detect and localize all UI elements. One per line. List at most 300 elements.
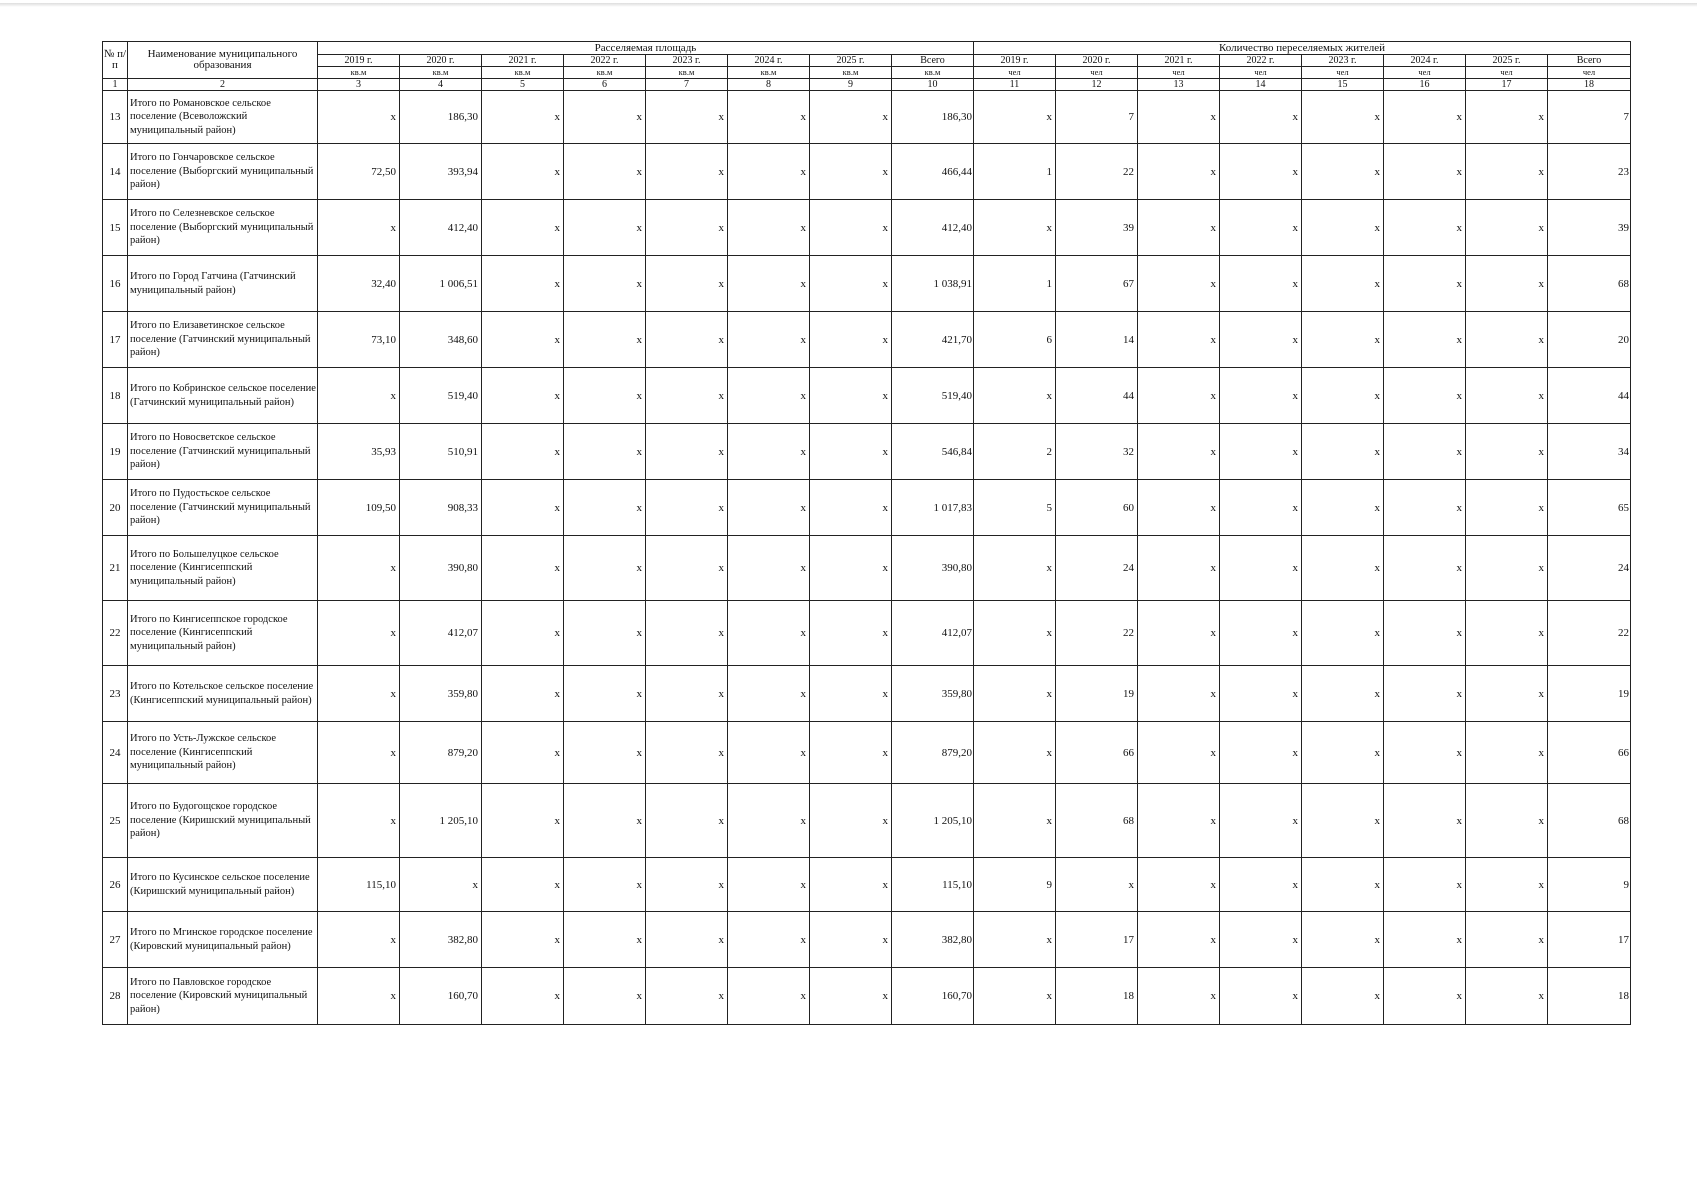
- area-cell: x: [646, 200, 728, 256]
- people-group-header: Количество переселяемых жителей: [974, 42, 1631, 55]
- people-cell: x: [1466, 666, 1548, 722]
- people-cell: x: [1384, 200, 1466, 256]
- people-cell: x: [1466, 91, 1548, 144]
- people-cell: 19: [1056, 666, 1138, 722]
- people-cell: x: [1220, 536, 1302, 601]
- people-cell: x: [1302, 480, 1384, 536]
- people-total-cell: 68: [1548, 784, 1631, 858]
- people-cell: x: [1384, 536, 1466, 601]
- area-cell: x: [482, 968, 564, 1025]
- row-number: 17: [103, 312, 128, 368]
- area-cell: x: [810, 424, 892, 480]
- people-cell: x: [1384, 784, 1466, 858]
- area-total-cell: 115,10: [892, 858, 974, 912]
- area-unit-label: кв.м: [318, 67, 400, 79]
- table-row: [103, 858, 1631, 912]
- area-cell: 879,20: [400, 722, 482, 784]
- people-cell: x: [1138, 601, 1220, 666]
- area-cell: x: [646, 256, 728, 312]
- people-cell: x: [974, 912, 1056, 968]
- people-cell: x: [1056, 858, 1138, 912]
- people-cell: x: [1302, 722, 1384, 784]
- area-cell: x: [646, 601, 728, 666]
- column-number: 10: [892, 79, 974, 91]
- area-unit-label: кв.м: [892, 67, 974, 79]
- people-year-header: 2023 г.: [1302, 55, 1384, 67]
- area-cell: x: [482, 312, 564, 368]
- people-total-cell: 68: [1548, 256, 1631, 312]
- row-number: 20: [103, 480, 128, 536]
- area-cell: 390,80: [400, 536, 482, 601]
- people-cell: x: [1138, 368, 1220, 424]
- table-row: [103, 968, 1631, 1025]
- area-cell: x: [564, 968, 646, 1025]
- people-cell: x: [1138, 968, 1220, 1025]
- area-cell: x: [482, 91, 564, 144]
- people-cell: x: [974, 666, 1056, 722]
- municipality-name: Итого по Новосветское сельское поселение (Гатчинский муниципальный район): [128, 424, 318, 480]
- area-cell: x: [728, 912, 810, 968]
- table-row: [103, 480, 1631, 536]
- resettlement-table: [102, 41, 1631, 1025]
- people-unit-label: чел: [1302, 67, 1384, 79]
- people-cell: x: [1138, 912, 1220, 968]
- table-row: [103, 256, 1631, 312]
- area-cell: x: [318, 912, 400, 968]
- people-cell: 60: [1056, 480, 1138, 536]
- people-cell: x: [1138, 200, 1220, 256]
- area-cell: x: [728, 200, 810, 256]
- people-cell: x: [1466, 144, 1548, 200]
- area-cell: x: [728, 256, 810, 312]
- people-cell: x: [1466, 368, 1548, 424]
- people-cell: x: [1302, 912, 1384, 968]
- table-row: [103, 368, 1631, 424]
- area-total-header: Всего: [892, 55, 974, 67]
- people-year-header: 2019 г.: [974, 55, 1056, 67]
- people-cell: x: [1220, 968, 1302, 1025]
- people-cell: x: [1220, 666, 1302, 722]
- area-year-header: 2022 г.: [564, 55, 646, 67]
- people-cell: 9: [974, 858, 1056, 912]
- resettlement-table-sheet: [102, 41, 1631, 1025]
- column-number: 7: [646, 79, 728, 91]
- area-cell: x: [810, 968, 892, 1025]
- area-cell: x: [728, 601, 810, 666]
- area-cell: x: [482, 536, 564, 601]
- people-cell: x: [1466, 722, 1548, 784]
- municipality-name: Итого по Гончаровское сельское поселение (Выборгский муниципальный район): [128, 144, 318, 200]
- area-cell: x: [646, 536, 728, 601]
- people-cell: x: [1302, 536, 1384, 601]
- area-cell: x: [564, 722, 646, 784]
- area-year-header: 2023 г.: [646, 55, 728, 67]
- area-cell: x: [318, 91, 400, 144]
- area-total-cell: 160,70: [892, 968, 974, 1025]
- area-cell: x: [318, 200, 400, 256]
- municipality-name: Итого по Кобринское сельское поселение (Гатчинский муниципальный район): [128, 368, 318, 424]
- people-total-cell: 44: [1548, 368, 1631, 424]
- people-cell: x: [1302, 144, 1384, 200]
- people-cell: x: [1384, 722, 1466, 784]
- area-cell: x: [646, 144, 728, 200]
- table-row: [103, 601, 1631, 666]
- people-total-cell: 7: [1548, 91, 1631, 144]
- area-cell: x: [482, 666, 564, 722]
- area-cell: x: [318, 536, 400, 601]
- area-cell: x: [564, 200, 646, 256]
- people-cell: x: [1302, 784, 1384, 858]
- people-total-cell: 17: [1548, 912, 1631, 968]
- area-cell: 519,40: [400, 368, 482, 424]
- people-cell: x: [1384, 144, 1466, 200]
- area-cell: x: [810, 480, 892, 536]
- area-cell: x: [810, 722, 892, 784]
- area-cell: x: [810, 144, 892, 200]
- area-cell: x: [564, 480, 646, 536]
- area-cell: 73,10: [318, 312, 400, 368]
- people-cell: x: [1220, 91, 1302, 144]
- people-cell: x: [1138, 666, 1220, 722]
- people-cell: 22: [1056, 601, 1138, 666]
- area-cell: 1 006,51: [400, 256, 482, 312]
- people-cell: x: [1302, 424, 1384, 480]
- area-cell: x: [318, 601, 400, 666]
- people-total-cell: 23: [1548, 144, 1631, 200]
- area-cell: x: [728, 784, 810, 858]
- people-total-cell: 65: [1548, 480, 1631, 536]
- people-cell: x: [1466, 912, 1548, 968]
- area-cell: x: [810, 784, 892, 858]
- people-cell: x: [1138, 722, 1220, 784]
- area-year-header: 2025 г.: [810, 55, 892, 67]
- people-cell: 6: [974, 312, 1056, 368]
- people-year-header: 2022 г.: [1220, 55, 1302, 67]
- people-year-header: 2025 г.: [1466, 55, 1548, 67]
- area-cell: x: [728, 312, 810, 368]
- table-row: [103, 91, 1631, 144]
- area-cell: x: [482, 601, 564, 666]
- area-cell: x: [728, 666, 810, 722]
- row-number: 24: [103, 722, 128, 784]
- row-number: 26: [103, 858, 128, 912]
- municipality-name: Итого по Город Гатчина (Гатчинский муниципальный район): [128, 256, 318, 312]
- people-cell: x: [1302, 601, 1384, 666]
- people-cell: x: [1384, 368, 1466, 424]
- area-cell: x: [564, 784, 646, 858]
- area-total-cell: 186,30: [892, 91, 974, 144]
- municipality-name: Итого по Большелуцкое сельское поселение (Кингисеппский муниципальный район): [128, 536, 318, 601]
- people-cell: x: [1138, 424, 1220, 480]
- area-cell: x: [728, 536, 810, 601]
- name-header: Наименование муниципального образования: [128, 42, 318, 79]
- area-cell: x: [728, 91, 810, 144]
- row-number: 25: [103, 784, 128, 858]
- area-cell: x: [646, 368, 728, 424]
- column-number: 14: [1220, 79, 1302, 91]
- area-cell: x: [564, 424, 646, 480]
- row-number: 16: [103, 256, 128, 312]
- column-number: 9: [810, 79, 892, 91]
- table-row: [103, 784, 1631, 858]
- row-number: 14: [103, 144, 128, 200]
- area-cell: 109,50: [318, 480, 400, 536]
- area-cell: x: [728, 144, 810, 200]
- people-cell: x: [1138, 784, 1220, 858]
- area-cell: 908,33: [400, 480, 482, 536]
- people-cell: x: [1138, 536, 1220, 601]
- area-cell: x: [810, 368, 892, 424]
- people-year-header: 2020 г.: [1056, 55, 1138, 67]
- people-cell: x: [1384, 91, 1466, 144]
- area-cell: x: [564, 91, 646, 144]
- area-cell: x: [482, 912, 564, 968]
- people-total-cell: 39: [1548, 200, 1631, 256]
- area-cell: 186,30: [400, 91, 482, 144]
- column-number: 4: [400, 79, 482, 91]
- people-cell: 44: [1056, 368, 1138, 424]
- area-total-cell: 546,84: [892, 424, 974, 480]
- area-total-cell: 466,44: [892, 144, 974, 200]
- area-cell: 160,70: [400, 968, 482, 1025]
- area-cell: x: [646, 912, 728, 968]
- municipality-name: Итого по Пудостьское сельское поселение (Гатчинский муниципальный район): [128, 480, 318, 536]
- area-total-cell: 359,80: [892, 666, 974, 722]
- area-cell: x: [646, 312, 728, 368]
- people-unit-label: чел: [1220, 67, 1302, 79]
- area-unit-label: кв.м: [728, 67, 810, 79]
- area-cell: 35,93: [318, 424, 400, 480]
- area-cell: x: [810, 912, 892, 968]
- area-unit-label: кв.м: [564, 67, 646, 79]
- people-cell: x: [1220, 480, 1302, 536]
- people-cell: x: [974, 784, 1056, 858]
- people-year-header: 2024 г.: [1384, 55, 1466, 67]
- area-total-cell: 519,40: [892, 368, 974, 424]
- people-cell: x: [1466, 968, 1548, 1025]
- people-cell: x: [1138, 480, 1220, 536]
- area-cell: x: [646, 784, 728, 858]
- area-cell: 412,07: [400, 601, 482, 666]
- people-unit-label: чел: [974, 67, 1056, 79]
- people-cell: x: [1466, 200, 1548, 256]
- people-total-cell: 22: [1548, 601, 1631, 666]
- people-cell: 67: [1056, 256, 1138, 312]
- area-cell: 32,40: [318, 256, 400, 312]
- people-cell: x: [974, 200, 1056, 256]
- area-year-header: 2020 г.: [400, 55, 482, 67]
- num-header: № п/п: [103, 42, 128, 79]
- column-number: 2: [128, 79, 318, 91]
- table-row: [103, 144, 1631, 200]
- people-cell: x: [1220, 144, 1302, 200]
- people-cell: x: [1466, 424, 1548, 480]
- row-number: 28: [103, 968, 128, 1025]
- people-cell: x: [974, 601, 1056, 666]
- column-number: 12: [1056, 79, 1138, 91]
- people-cell: 7: [1056, 91, 1138, 144]
- people-cell: x: [1220, 858, 1302, 912]
- column-number: 17: [1466, 79, 1548, 91]
- area-cell: 115,10: [318, 858, 400, 912]
- area-cell: x: [482, 858, 564, 912]
- area-cell: x: [564, 144, 646, 200]
- area-cell: x: [318, 968, 400, 1025]
- people-cell: x: [1220, 424, 1302, 480]
- row-number: 19: [103, 424, 128, 480]
- table-row: [103, 722, 1631, 784]
- people-cell: x: [1138, 256, 1220, 312]
- area-cell: x: [728, 968, 810, 1025]
- people-cell: 66: [1056, 722, 1138, 784]
- people-total-cell: 66: [1548, 722, 1631, 784]
- people-cell: 17: [1056, 912, 1138, 968]
- table-row: [103, 200, 1631, 256]
- people-cell: 5: [974, 480, 1056, 536]
- area-cell: x: [728, 424, 810, 480]
- area-cell: x: [646, 858, 728, 912]
- people-cell: 32: [1056, 424, 1138, 480]
- people-cell: x: [974, 368, 1056, 424]
- people-unit-label: чел: [1466, 67, 1548, 79]
- area-cell: x: [482, 368, 564, 424]
- people-cell: 1: [974, 144, 1056, 200]
- people-unit-label: чел: [1384, 67, 1466, 79]
- column-number: 1: [103, 79, 128, 91]
- people-total-cell: 19: [1548, 666, 1631, 722]
- area-cell: 1 205,10: [400, 784, 482, 858]
- area-cell: x: [728, 722, 810, 784]
- column-number: 11: [974, 79, 1056, 91]
- area-unit-label: кв.м: [482, 67, 564, 79]
- municipality-name: Итого по Селезневское сельское поселение (Выборгский муниципальный район): [128, 200, 318, 256]
- column-number: 5: [482, 79, 564, 91]
- row-number: 27: [103, 912, 128, 968]
- people-unit-label: чел: [1056, 67, 1138, 79]
- row-number: 15: [103, 200, 128, 256]
- area-cell: x: [728, 858, 810, 912]
- area-cell: x: [564, 912, 646, 968]
- area-total-cell: 1 038,91: [892, 256, 974, 312]
- area-cell: 510,91: [400, 424, 482, 480]
- table-row: [103, 536, 1631, 601]
- people-cell: x: [1384, 480, 1466, 536]
- column-number: 6: [564, 79, 646, 91]
- area-total-cell: 1 205,10: [892, 784, 974, 858]
- municipality-name: Итого по Кусинское сельское поселение (Киришский муниципальный район): [128, 858, 318, 912]
- table-row: [103, 912, 1631, 968]
- people-cell: x: [1220, 256, 1302, 312]
- area-cell: x: [810, 601, 892, 666]
- people-cell: x: [1384, 601, 1466, 666]
- area-total-cell: 390,80: [892, 536, 974, 601]
- people-total-cell: 9: [1548, 858, 1631, 912]
- area-cell: x: [564, 256, 646, 312]
- people-year-header: 2021 г.: [1138, 55, 1220, 67]
- scan-top-edge: [0, 3, 1697, 7]
- people-cell: 24: [1056, 536, 1138, 601]
- people-cell: x: [974, 722, 1056, 784]
- column-number: 16: [1384, 79, 1466, 91]
- area-year-header: 2019 г.: [318, 55, 400, 67]
- area-cell: x: [728, 480, 810, 536]
- column-number: 8: [728, 79, 810, 91]
- people-total-cell: 18: [1548, 968, 1631, 1025]
- area-cell: x: [318, 666, 400, 722]
- area-cell: x: [646, 480, 728, 536]
- people-total-cell: 24: [1548, 536, 1631, 601]
- area-cell: x: [318, 722, 400, 784]
- area-total-cell: 382,80: [892, 912, 974, 968]
- area-cell: x: [810, 256, 892, 312]
- people-cell: x: [1220, 200, 1302, 256]
- municipality-name: Итого по Елизаветинское сельское поселение (Гатчинский муниципальный район): [128, 312, 318, 368]
- people-cell: x: [1220, 601, 1302, 666]
- people-cell: 1: [974, 256, 1056, 312]
- people-cell: x: [1384, 912, 1466, 968]
- area-cell: x: [810, 200, 892, 256]
- people-cell: 68: [1056, 784, 1138, 858]
- people-cell: x: [1302, 256, 1384, 312]
- people-cell: 14: [1056, 312, 1138, 368]
- area-year-header: 2024 г.: [728, 55, 810, 67]
- area-group-header: Расселяемая площадь: [318, 42, 974, 55]
- people-cell: x: [1466, 480, 1548, 536]
- people-cell: x: [1302, 666, 1384, 722]
- table-row: [103, 424, 1631, 480]
- area-cell: 412,40: [400, 200, 482, 256]
- municipality-name: Итого по Усть-Лужское сельское поселение (Кингисеппский муниципальный район): [128, 722, 318, 784]
- people-total-cell: 34: [1548, 424, 1631, 480]
- table-row: [103, 666, 1631, 722]
- area-cell: 393,94: [400, 144, 482, 200]
- people-cell: x: [1220, 368, 1302, 424]
- row-number: 23: [103, 666, 128, 722]
- area-cell: x: [482, 424, 564, 480]
- table-row: [103, 312, 1631, 368]
- area-cell: x: [400, 858, 482, 912]
- area-cell: x: [564, 368, 646, 424]
- people-cell: x: [1220, 784, 1302, 858]
- area-cell: x: [810, 91, 892, 144]
- row-number: 22: [103, 601, 128, 666]
- area-cell: x: [564, 536, 646, 601]
- area-cell: x: [482, 480, 564, 536]
- people-cell: x: [1384, 312, 1466, 368]
- area-cell: x: [564, 858, 646, 912]
- people-cell: x: [1466, 312, 1548, 368]
- area-cell: x: [482, 722, 564, 784]
- people-unit-label: чел: [1138, 67, 1220, 79]
- area-cell: 359,80: [400, 666, 482, 722]
- people-cell: x: [1384, 256, 1466, 312]
- area-cell: x: [482, 144, 564, 200]
- row-number: 18: [103, 368, 128, 424]
- people-cell: x: [1220, 722, 1302, 784]
- people-cell: x: [1384, 968, 1466, 1025]
- people-cell: x: [1138, 144, 1220, 200]
- area-total-cell: 412,40: [892, 200, 974, 256]
- municipality-name: Итого по Будогощское городское поселение (Киришский муниципальный район): [128, 784, 318, 858]
- municipality-name: Итого по Мгинское городское поселение (Кировский муниципальный район): [128, 912, 318, 968]
- people-unit-label: чел: [1548, 67, 1631, 79]
- area-cell: x: [646, 424, 728, 480]
- area-cell: x: [646, 968, 728, 1025]
- people-cell: x: [1466, 536, 1548, 601]
- municipality-name: Итого по Котельское сельское поселение (Кингисеппский муниципальный район): [128, 666, 318, 722]
- people-cell: x: [1138, 858, 1220, 912]
- area-year-header: 2021 г.: [482, 55, 564, 67]
